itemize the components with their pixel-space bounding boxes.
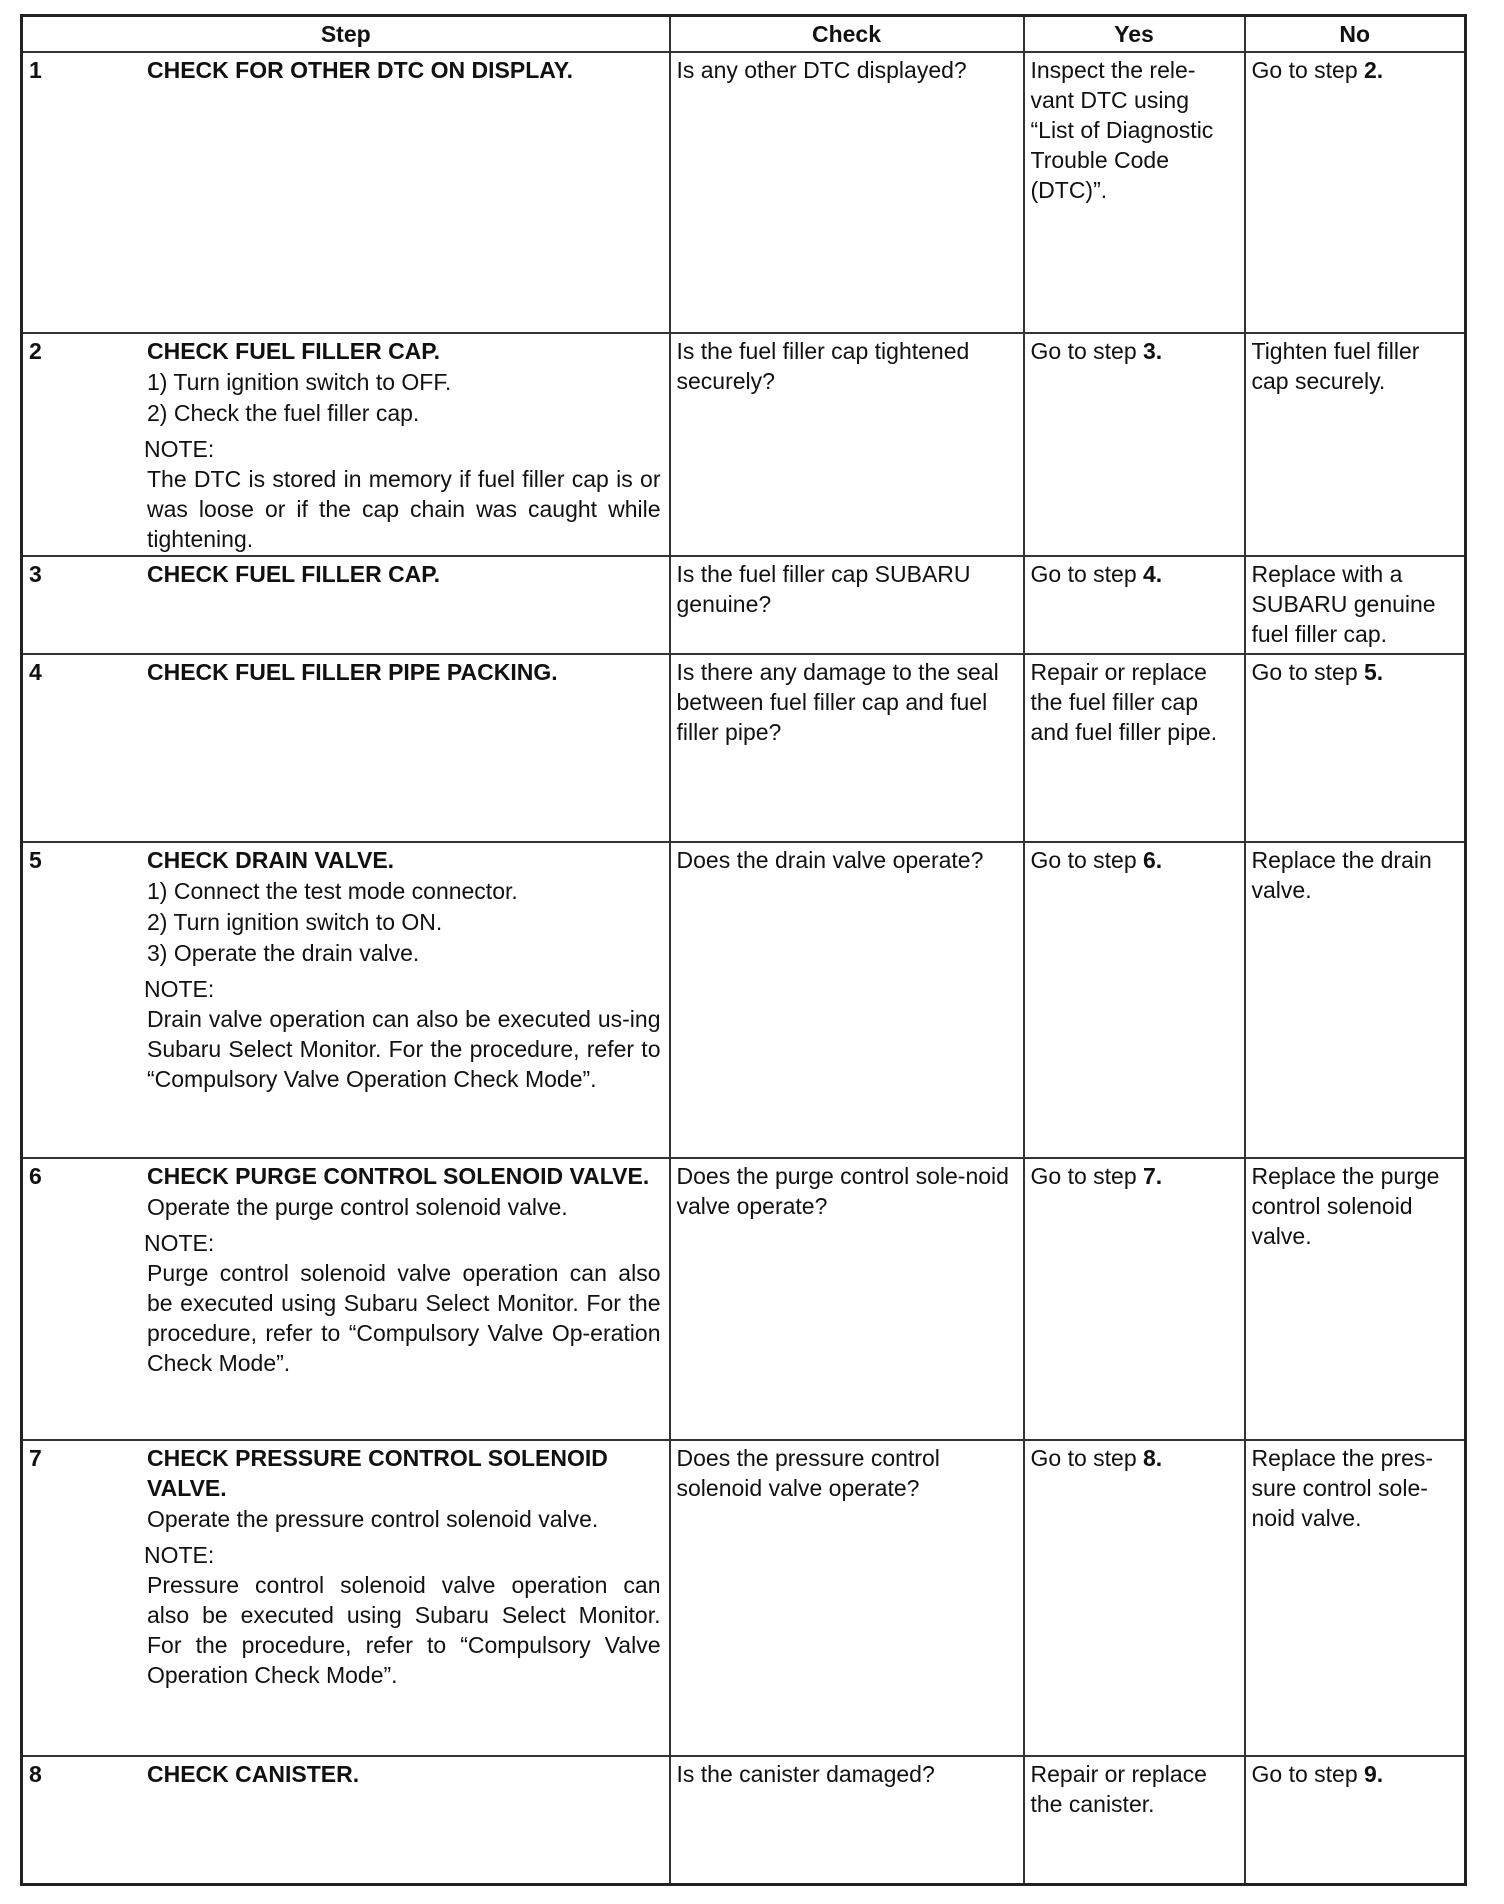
check-text: Does the purge control sole-noid valve operate? xyxy=(676,1163,1009,1219)
check-cell xyxy=(670,333,1024,556)
no-cell xyxy=(1245,1756,1466,1884)
table-row xyxy=(22,842,1466,1158)
step-title: CHECK PURGE CONTROL SOLENOID VALVE. xyxy=(147,1163,650,1189)
header-yes: Yes xyxy=(1024,16,1245,53)
step-number: 6 xyxy=(29,1163,42,1189)
step-cell xyxy=(22,556,670,654)
note-label: NOTE: xyxy=(144,436,215,462)
table-row xyxy=(22,1440,1466,1756)
check-cell xyxy=(670,52,1024,333)
no-text: Replace the purge control solenoid valve. xyxy=(1251,1163,1440,1249)
no-text: Go to step xyxy=(1251,1761,1358,1787)
yes-cell xyxy=(1024,654,1245,842)
step-title: CHECK FOR OTHER DTC ON DISPLAY. xyxy=(147,57,573,83)
table-row xyxy=(22,654,1466,842)
step-cell xyxy=(22,842,670,1158)
check-cell xyxy=(670,556,1024,654)
table-row xyxy=(22,556,1466,654)
check-text: Is the canister damaged? xyxy=(676,1761,935,1787)
substep: 3) Operate the drain valve. xyxy=(147,940,420,966)
substep: 2) Turn ignition switch to ON. xyxy=(147,909,443,935)
substep: Operate the pressure control solenoid valve. xyxy=(147,1506,599,1532)
yes-cell xyxy=(1024,52,1245,333)
yes-step-number: 8. xyxy=(1143,1445,1163,1471)
note-text: Drain valve operation can also be executed us-ing Subaru Select Monitor. For the procedure, refer to “Compulsory Valve Operation Check Mode”. xyxy=(147,1006,661,1092)
yes-text: Repair or replace the canister. xyxy=(1030,1761,1207,1817)
table-row xyxy=(22,1158,1466,1440)
yes-text: Go to step xyxy=(1030,561,1137,587)
no-cell xyxy=(1245,1158,1466,1440)
no-text: Replace with a SUBARU genuine fuel filler cap. xyxy=(1251,561,1436,647)
yes-cell xyxy=(1024,333,1245,556)
step-number: 4 xyxy=(29,659,42,685)
yes-cell xyxy=(1024,1756,1245,1884)
step-cell xyxy=(22,333,670,556)
check-text: Is the fuel filler cap tightened securely? xyxy=(676,338,970,394)
step-number: 8 xyxy=(29,1761,42,1787)
note-text: The DTC is stored in memory if fuel filler cap is or was loose or if the cap chain was caught while tightening. xyxy=(147,466,661,552)
header-step: Step xyxy=(22,16,670,53)
check-text: Does the pressure control solenoid valve operate? xyxy=(676,1445,940,1501)
step-number: 5 xyxy=(29,847,42,873)
step-title: CHECK FUEL FILLER PIPE PACKING. xyxy=(147,659,558,685)
step-cell xyxy=(22,52,670,333)
step-cell xyxy=(22,654,670,842)
yes-step-number: 7. xyxy=(1143,1163,1163,1189)
step-title: CHECK PRESSURE CONTROL SOLENOID VALVE. xyxy=(147,1445,608,1501)
check-cell xyxy=(670,1756,1024,1884)
step-number: 1 xyxy=(29,57,42,83)
no-cell xyxy=(1245,1440,1466,1756)
no-cell xyxy=(1245,654,1466,842)
no-cell xyxy=(1245,842,1466,1158)
table-row xyxy=(22,1756,1466,1884)
no-text: Go to step xyxy=(1251,659,1358,685)
check-cell xyxy=(670,1158,1024,1440)
check-text: Does the drain valve operate? xyxy=(676,847,984,873)
table-row xyxy=(22,333,1466,556)
substep: 2) Check the fuel filler cap. xyxy=(147,400,420,426)
substep: Operate the purge control solenoid valve. xyxy=(147,1194,568,1220)
check-cell xyxy=(670,654,1024,842)
yes-text: Go to step xyxy=(1030,1445,1137,1471)
yes-step-number: 4. xyxy=(1143,561,1163,587)
step-title: CHECK FUEL FILLER CAP. xyxy=(147,338,441,364)
no-step-number: 2. xyxy=(1364,57,1384,83)
yes-cell xyxy=(1024,1440,1245,1756)
no-cell xyxy=(1245,556,1466,654)
step-number: 2 xyxy=(29,338,42,364)
table-row xyxy=(22,52,1466,333)
note-text: Purge control solenoid valve operation can also be executed using Subaru Select Monitor. For the procedure, refer to “Compulsory Valve Op-eration Check Mode”. xyxy=(147,1260,661,1376)
header-no: No xyxy=(1245,16,1466,53)
step-title: CHECK CANISTER. xyxy=(147,1761,360,1787)
no-text: Go to step xyxy=(1251,57,1358,83)
no-cell xyxy=(1245,52,1466,333)
no-step-number: 5. xyxy=(1364,659,1384,685)
note-label: NOTE: xyxy=(144,1542,215,1568)
step-cell xyxy=(22,1440,670,1756)
substep: 1) Connect the test mode connector. xyxy=(147,878,518,904)
yes-text: Go to step xyxy=(1030,338,1137,364)
header-row xyxy=(22,16,1466,53)
check-cell xyxy=(670,842,1024,1158)
note-text: Pressure control solenoid valve operation can also be executed using Subaru Select Monitor. For the procedure, refer to “Compulsory Valve Operation Check Mode”. xyxy=(147,1572,661,1688)
yes-step-number: 6. xyxy=(1143,847,1163,873)
no-cell xyxy=(1245,333,1466,556)
yes-text: Go to step xyxy=(1030,1163,1137,1189)
substep: 1) Turn ignition switch to OFF. xyxy=(147,369,452,395)
step-cell xyxy=(22,1756,670,1884)
no-text: Replace the pres-sure control sole-noid valve. xyxy=(1251,1445,1434,1531)
step-number: 3 xyxy=(29,561,42,587)
check-text: Is there any damage to the seal between fuel filler cap and fuel filler pipe? xyxy=(676,659,999,745)
yes-text: Go to step xyxy=(1030,847,1137,873)
yes-text: Inspect the rele-vant DTC using “List of Diagnostic Trouble Code (DTC)”. xyxy=(1030,57,1214,203)
yes-cell xyxy=(1024,556,1245,654)
no-step-number: 9. xyxy=(1364,1761,1384,1787)
diagnostic-table xyxy=(20,14,1467,1886)
no-text: Tighten fuel filler cap securely. xyxy=(1251,338,1420,394)
note-label: NOTE: xyxy=(144,976,215,1002)
check-cell xyxy=(670,1440,1024,1756)
yes-text: Repair or replace the fuel filler cap and fuel filler pipe. xyxy=(1030,659,1218,745)
yes-step-number: 3. xyxy=(1143,338,1163,364)
step-title: CHECK FUEL FILLER CAP. xyxy=(147,561,441,587)
yes-cell xyxy=(1024,842,1245,1158)
step-number: 7 xyxy=(29,1445,42,1471)
note-label: NOTE: xyxy=(144,1230,215,1256)
step-title: CHECK DRAIN VALVE. xyxy=(147,847,395,873)
header-check: Check xyxy=(670,16,1024,53)
yes-cell xyxy=(1024,1158,1245,1440)
step-cell xyxy=(22,1158,670,1440)
check-text: Is any other DTC displayed? xyxy=(676,57,967,83)
check-text: Is the fuel filler cap SUBARU genuine? xyxy=(676,561,971,617)
no-text: Replace the drain valve. xyxy=(1251,847,1432,903)
